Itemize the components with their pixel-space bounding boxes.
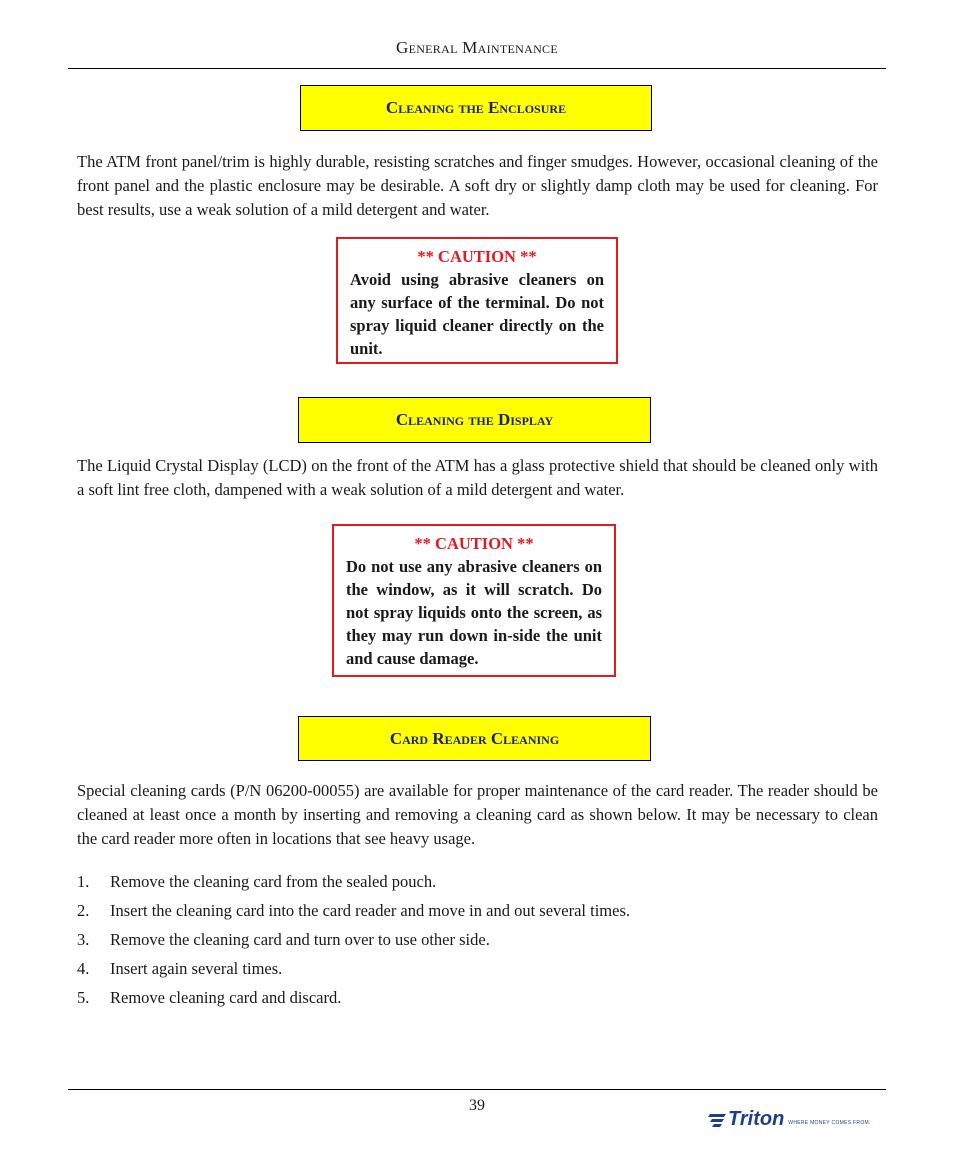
list-item: [77, 899, 637, 922]
logo-wordmark: Triton: [728, 1108, 785, 1130]
caution-text: Do not use any abrasive cleaners on the window, as it will scratch. Do not spray liquids onto the screen, as they may run down in-side the unit and cause damage.: [346, 557, 602, 668]
section-heading-enclosure: Cleaning the Enclosure: [300, 85, 652, 131]
caution-title: ** CAUTION **: [417, 247, 537, 266]
page-header-title: General Maintenance: [396, 38, 558, 57]
step-text: Insert the cleaning card into the card reader and move in and out several times.: [110, 901, 630, 920]
triton-logo: [708, 1108, 871, 1131]
step-number: 3.: [77, 930, 90, 949]
step-text: Insert again several times.: [110, 959, 283, 978]
step-text: Remove the cleaning card and turn over to use other side.: [110, 930, 490, 949]
step-number: 5.: [77, 988, 90, 1007]
step-text: Remove the cleaning card from the sealed pouch.: [110, 872, 437, 891]
header-rule: [68, 68, 886, 69]
list-item: [77, 957, 637, 980]
step-number: 4.: [77, 959, 90, 978]
caution-box-enclosure: [336, 237, 618, 364]
caution-title: ** CAUTION **: [414, 534, 534, 553]
footer-rule: [68, 1089, 886, 1090]
section-heading-card-reader: Card Reader Cleaning: [298, 716, 651, 761]
card-reader-paragraph: Special cleaning cards (P/N 06200-00055) are available for proper maintenance of the card reader. The reader should be cleaned at least once a month by inserting and removing a cleaning card as shown below. It may be necessary to clean the card reader more often in locations that see heavy usage.: [77, 781, 878, 848]
step-text: Remove cleaning card and discard.: [110, 988, 342, 1007]
step-number: 2.: [77, 901, 90, 920]
enclosure-paragraph: The ATM front panel/trim is highly durable, resisting scratches and finger smudges. However, occasional cleaning of the front panel and the plastic enclosure may be desirable. A soft dry or slightly damp cloth may be used for cleaning. For best results, use a weak solution of a mild detergent and water.: [77, 152, 878, 219]
caution-box-display: [332, 524, 616, 677]
caution-text: Avoid using abrasive cleaners on any surface of the terminal. Do not spray liquid cleaner directly on the unit.: [350, 270, 604, 358]
page-number: 39: [469, 1097, 485, 1114]
list-item: [77, 928, 637, 951]
display-paragraph: The Liquid Crystal Display (LCD) on the front of the ATM has a glass protective shield that should be cleaned only with a soft lint free cloth, dampened with a weak solution of a mild detergent and water.: [77, 456, 878, 499]
list-item: [77, 870, 637, 893]
cleaning-steps-list: [77, 870, 637, 1015]
section-heading-display: Cleaning the Display: [298, 397, 651, 443]
triton-logo-icon: [708, 1112, 728, 1128]
list-item: [77, 986, 637, 1009]
logo-tagline: WHERE MONEY COMES FROM.: [788, 1119, 871, 1126]
step-number: 1.: [77, 872, 90, 891]
